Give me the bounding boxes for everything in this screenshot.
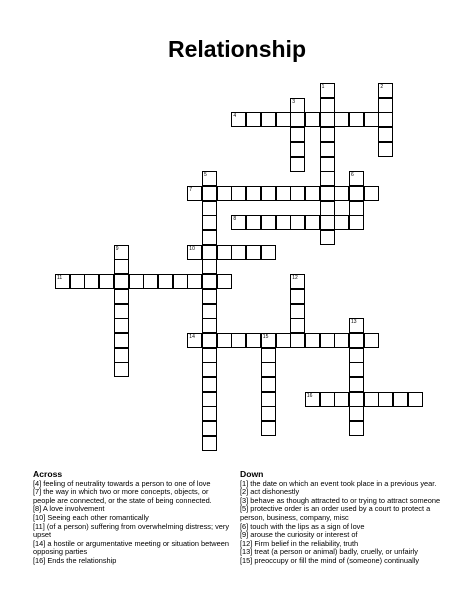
grid-cell[interactable] [187, 245, 202, 260]
grid-cell[interactable] [261, 348, 276, 363]
down-clue: [15] preoccupy or fill the mind of (someone) continually [240, 555, 420, 565]
grid-cell[interactable] [143, 274, 158, 289]
grid-cell[interactable] [349, 333, 364, 348]
grid-cell[interactable] [290, 157, 305, 172]
grid-cell[interactable] [364, 392, 379, 407]
grid-cell[interactable] [114, 318, 129, 333]
grid-cell[interactable] [349, 215, 364, 230]
clue-number: 10 [189, 245, 195, 252]
down-clue: [5] protective order is an order used by a court to protect a person, business, company, misc [240, 504, 431, 522]
grid-cell[interactable] [305, 112, 320, 127]
grid-cell[interactable] [378, 112, 393, 127]
grid-cell[interactable] [114, 274, 129, 289]
across-clue: [16] Ends the relationship [33, 555, 117, 565]
down-clue: [13] treat (a person or animal) badly, cruelly, or unfairly [240, 547, 418, 557]
grid-cell[interactable] [276, 186, 291, 201]
clue-number: 4 [233, 113, 237, 120]
down-clue: [1] the date on which an event took place in a previous year. [240, 478, 437, 488]
grid-cell[interactable] [320, 83, 335, 98]
grid-cell[interactable] [187, 186, 202, 201]
grid-cell[interactable] [246, 215, 261, 230]
grid-cell[interactable] [305, 186, 320, 201]
grid-cell[interactable] [320, 201, 335, 216]
clue-number: 3 [292, 98, 295, 105]
across-clue: [8] A love involvement [33, 504, 105, 514]
down-clue: [9] arouse the curiosity or interest of [240, 530, 358, 540]
grid-cell[interactable] [261, 421, 276, 436]
grid-cell[interactable] [202, 333, 217, 348]
grid-cell[interactable] [246, 186, 261, 201]
grid-cell[interactable] [290, 186, 305, 201]
grid-cell[interactable] [378, 142, 393, 157]
grid-cell[interactable] [202, 245, 217, 260]
grid-cell[interactable] [290, 333, 305, 348]
clue-number: 5 [204, 172, 207, 179]
grid-cell[interactable] [129, 274, 144, 289]
grid-cell[interactable] [349, 392, 364, 407]
grid-cell[interactable] [70, 274, 85, 289]
clue-number: 13 [351, 319, 357, 326]
grid-cell[interactable] [114, 259, 129, 274]
clue-number: 6 [351, 172, 354, 179]
grid-cell[interactable] [320, 333, 335, 348]
grid-cell[interactable] [320, 127, 335, 142]
grid-cell[interactable] [349, 112, 364, 127]
grid-cell[interactable] [173, 274, 188, 289]
grid-cell[interactable] [290, 98, 305, 113]
down-clue: [12] Firm belief in the reliability, truth [240, 538, 359, 548]
grid-cell[interactable] [202, 259, 217, 274]
grid-cell[interactable] [202, 362, 217, 377]
grid-cell[interactable] [334, 186, 349, 201]
down-clues [240, 470, 444, 566]
grid-cell[interactable] [276, 112, 291, 127]
grid-cell[interactable] [246, 333, 261, 348]
grid-cell[interactable] [202, 406, 217, 421]
grid-cell[interactable] [290, 274, 305, 289]
grid-cell[interactable] [334, 112, 349, 127]
clue-number: 15 [262, 333, 269, 340]
grid-cell[interactable] [290, 215, 305, 230]
clue-number: 9 [115, 245, 119, 252]
grid-cell[interactable] [320, 112, 335, 127]
grid-cell[interactable] [320, 186, 335, 201]
clue-number: 14 [189, 333, 195, 340]
grid-cell[interactable] [114, 245, 129, 260]
clue-number: 1 [321, 84, 325, 90]
down-clue: [6] touch with the lips as a sign of love [240, 521, 365, 531]
grid-cell[interactable] [364, 186, 379, 201]
grid-cell[interactable] [320, 171, 335, 186]
grid-cell[interactable] [202, 201, 217, 216]
grid-cell[interactable] [290, 112, 305, 127]
grid-cell[interactable] [202, 230, 217, 245]
grid-cell[interactable] [202, 289, 217, 304]
grid-cell[interactable] [202, 392, 217, 407]
grid-cell[interactable] [320, 230, 335, 245]
grid-cell[interactable] [334, 392, 349, 407]
grid-cell[interactable] [320, 157, 335, 172]
grid-cell[interactable] [114, 304, 129, 319]
grid-cell[interactable] [158, 274, 173, 289]
grid-cell[interactable] [349, 406, 364, 421]
grid-cell[interactable] [55, 274, 70, 289]
grid-cell[interactable] [305, 392, 320, 407]
grid-cell[interactable] [202, 304, 217, 319]
grid-cell[interactable] [349, 348, 364, 363]
grid-cell[interactable] [231, 333, 246, 348]
across-clue: [10] Seeing each other romantically [33, 512, 149, 522]
grid-cell[interactable] [334, 215, 349, 230]
grid-cell[interactable] [261, 362, 276, 377]
clue-number: 16 [306, 392, 313, 399]
grid-cell[interactable] [349, 377, 364, 392]
grid-cell[interactable] [261, 406, 276, 421]
down-clue: [3] behave as though attracted to or trying to attract someone [240, 495, 441, 505]
grid-cell[interactable] [114, 333, 129, 348]
grid-cell[interactable] [378, 83, 393, 98]
grid-cell[interactable] [364, 333, 379, 348]
across-clue: [4] feeling of neutrality towards a person to one of love [33, 478, 211, 488]
grid-cell[interactable] [202, 421, 217, 436]
grid-cell[interactable] [202, 377, 217, 392]
across-clues [33, 470, 231, 566]
clue-number: 7 [189, 186, 193, 193]
grid-cell[interactable] [84, 274, 99, 289]
down-heading: Down [240, 469, 264, 479]
grid-cell[interactable] [408, 392, 423, 407]
grid-cell[interactable] [334, 333, 349, 348]
grid-cell[interactable] [349, 186, 364, 201]
grid-cell[interactable] [290, 304, 305, 319]
grid-cell[interactable] [261, 377, 276, 392]
grid-cell[interactable] [305, 333, 320, 348]
grid-cell[interactable] [349, 421, 364, 436]
grid-cell[interactable] [290, 127, 305, 142]
grid-cell[interactable] [378, 127, 393, 142]
grid-cell[interactable] [261, 186, 276, 201]
grid-cell[interactable] [320, 392, 335, 407]
grid-cell[interactable] [114, 348, 129, 363]
grid-cell[interactable] [202, 436, 217, 451]
grid-cell[interactable] [349, 362, 364, 377]
clue-number: 12 [292, 275, 298, 282]
grid-cell[interactable] [393, 392, 408, 407]
down-clue: [2] act dishonestly [240, 487, 300, 497]
grid-cell[interactable] [231, 215, 246, 230]
grid-cell[interactable] [231, 112, 246, 127]
grid-cell[interactable] [217, 333, 232, 348]
grid-cell[interactable] [320, 142, 335, 157]
grid-cell[interactable] [202, 274, 217, 289]
grid-cell[interactable] [114, 362, 129, 377]
grid-cell[interactable] [290, 142, 305, 157]
grid-cell[interactable] [320, 98, 335, 113]
grid-cell[interactable] [261, 215, 276, 230]
grid-cell[interactable] [378, 392, 393, 407]
grid-cell[interactable] [114, 289, 129, 304]
clue-number: 2 [380, 84, 384, 90]
grid-cell[interactable] [99, 274, 114, 289]
grid-cell[interactable] [202, 215, 217, 230]
grid-cell[interactable] [261, 245, 276, 260]
puzzle-title: Relationship [167, 36, 306, 62]
grid-cell[interactable] [290, 289, 305, 304]
grid-cell[interactable] [261, 392, 276, 407]
grid-cell[interactable] [217, 245, 232, 260]
grid-cell[interactable] [187, 333, 202, 348]
grid-cell[interactable] [364, 112, 379, 127]
grid-cell[interactable] [349, 318, 364, 333]
grid-cell[interactable] [290, 318, 305, 333]
grid-cell[interactable] [187, 274, 202, 289]
grid-cell[interactable] [349, 171, 364, 186]
across-clue: [14] a hostile or argumentative meeting or situation between opposing parties [33, 538, 229, 557]
grid-cell[interactable] [231, 245, 246, 260]
grid-cell[interactable] [349, 201, 364, 216]
grid-cell[interactable] [261, 333, 276, 348]
clue-number: 8 [233, 216, 237, 223]
grid-cell[interactable] [231, 186, 246, 201]
grid-cell[interactable] [202, 186, 217, 201]
across-heading: Across [33, 469, 63, 479]
grid-cell[interactable] [246, 245, 261, 260]
grid-cell[interactable] [305, 215, 320, 230]
grid-cell[interactable] [276, 215, 291, 230]
across-clue: [11] (of a person) suffering from overwhelming distress; very upset [33, 521, 230, 540]
grid-cell[interactable] [202, 348, 217, 363]
across-clue: [7] the way in which two or more concepts, objects, or people are connected, or the state of being connected. [33, 487, 212, 505]
grid-cell[interactable] [320, 215, 335, 230]
grid-cell[interactable] [276, 333, 291, 348]
grid-cell[interactable] [202, 171, 217, 186]
clue-number: 11 [57, 275, 63, 282]
grid-cell[interactable] [217, 186, 232, 201]
grid-cell[interactable] [217, 274, 232, 289]
grid-cell[interactable] [261, 112, 276, 127]
grid-cell[interactable] [246, 112, 261, 127]
grid-cell[interactable] [202, 318, 217, 333]
grid-cell[interactable] [378, 98, 393, 113]
